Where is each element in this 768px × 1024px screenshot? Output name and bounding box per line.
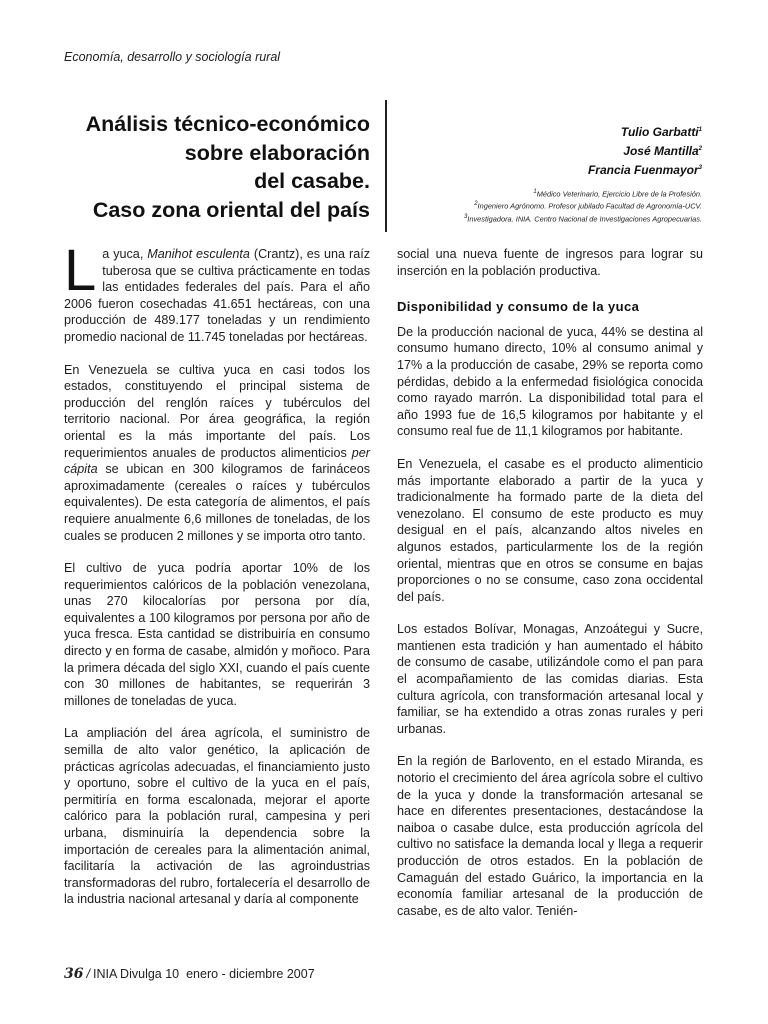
title-line: Análisis técnico-económico [85,112,370,136]
author: José Mantilla$^2$ [623,144,702,158]
affiliation: $^1$Médico Veterinario, Ejercicio Libre de la Profesión. [533,189,702,199]
affiliation: $^3$Investigadora. INIA. Centro Nacional de Investigaciones Agropecuarias. [463,213,702,224]
body-paragraph: En Venezuela, el casabe es el producto alimenticio más importante elaborado a partir de la yuca y tradicionalmente ha formado parte de la dieta del venezolano. El consumo de este producto es muy desigual en el país, alcanzando altos niveles en algunos estados, particularmente los de la región oriental, mientras que en otros se consume en bajas proporciones o no se consume, caso zona occidental del país. [397,456,703,604]
section-heading: Disponibilidad y consumo de la yuca [397,299,640,315]
publication-name: INIA Divulga 10 [92,967,180,981]
affiliations [382,187,702,224]
drop-cap: L [64,238,97,303]
page-footer [64,966,315,982]
title-line: sobre elaboración [184,140,370,165]
author: Francia Fuenmayor$^3$ [587,163,702,177]
body-paragraph: social una nueva fuente de ingresos para lograr su inserción en la población productiva. [397,247,703,278]
publication-period: enero - diciembre 2007 [186,967,315,981]
affiliation: $^2$Ingeniero Agrónomo. Profesor jubilado Facultad de Agronomía-UCV. [474,201,702,211]
authors-block [382,122,702,224]
body-paragraph: El cultivo de yuca podría aportar 10% de los requerimientos calóricos de la población venezolana, unas 270 kilocalorías por persona por día, equivalentes a 100 kilogramos por persona por año de yuca fresca. Esta cantidad se distribuiría en consumo directo y en forma de casabe, almidón y moñoco. Para la primera década del siglo XXI, cuando el país cuente con 30 millones de habitantes, se requerirán 3 millones de toneladas de yuca. [64,561,370,708]
footer-separator: / [86,967,90,981]
body-paragraph: La yuca, Manihot esculenta (Crantz), es una raíz tuberosa que se cultiva prácticamente en todas las entidades federales del país. Para el año 2006 fueron cosechadas 41.651 hectáreas, con una producción de 489.177 toneladas y un rendimiento promedio nacional de 11.745 toneladas por hectáreas. [64,238,370,344]
author: Tulio Garbatti$^1$ [620,125,702,139]
body-paragraph: De la producción nacional de yuca, 44% se destina al consumo humano directo, 10% al consumo animal y 17% a la producción de casabe, 29% se reporta como pérdidas, debido a la enfermedad fisiológica conocida como rayado marrón. La disponibilidad total para el año 1993 fue de 16,5 kilogramos por habitante y el consumo real fue de 11,1 kilogramos por habitante. [397,324,703,439]
title-line: Caso zona oriental del país [92,197,370,222]
article-title [40,110,370,224]
title-line: del casabe. [254,169,370,193]
left-column [64,238,370,924]
body-paragraph: En la región de Barlovento, en el estado Miranda, es notorio el crecimiento del área agrícola sobre el cultivo de la yuca y donde la transformación artesanal se hace en diferentes presentaciones, destacándose la naiboa o casabe dulce, esta producción agrícola del cultivo no satisface la demanda local y llega a requerir producción de otros estados. En la población de Camaguán del estado Guárico, la importancia en la economía familiar artesanal de la producción de casabe, es de alto valor. Tenién- [397,754,703,918]
body-paragraph: En Venezuela se cultiva yuca en casi todos los estados, constituyendo el principal sistema de producción del renglón raíces y tubérculos del territorio nacional. Por área geográfica, la región oriental es la más importante del país. Los requerimientos anuales de productos alimenticios per cápita se ubican en 300 kilogramos de farináceos aproximadamente (cereales o raíces y tubérculos equivalentes). De esta categoría de alimentos, el país requiere anualmente 6,6 millones de toneladas, de los cuales se producen 2 millones y se importa otro tanto. [64,362,370,543]
right-column [397,246,703,935]
page-number: 36 [64,966,84,982]
section-label: Economía, desarrollo y sociología rural [64,50,281,64]
body-paragraph: La ampliación del área agrícola, el suministro de semilla de alto valor genético, la aplicación de prácticas agrícolas adecuadas, el financiamiento justo y oportuno, sobre el cultivo de la yuca en el país, permitiría en forma escalonada, mejorar el aporte calórico para la población rural, campesina y peri urbana, disminuiría la dependencia sobre la importación de cereales para la alimentación animal, facilitaría la activación de las agroindustrias transformadoras del rubro, fortalecería el desarrollo de la industria nacional artesanal y daría al componente [64,726,370,907]
body-paragraph: Los estados Bolívar, Monagas, Anzoátegui y Sucre, mantienen esta tradición y han aumentado el hábito de consumo de casabe, utilizándole como el pan para el acompañamiento de las comidas diarias. Esta cultura agrícola, con transformación artesanal local y familiar, se ha extendido a otras zonas rurales y peri urbanas. [397,622,703,736]
